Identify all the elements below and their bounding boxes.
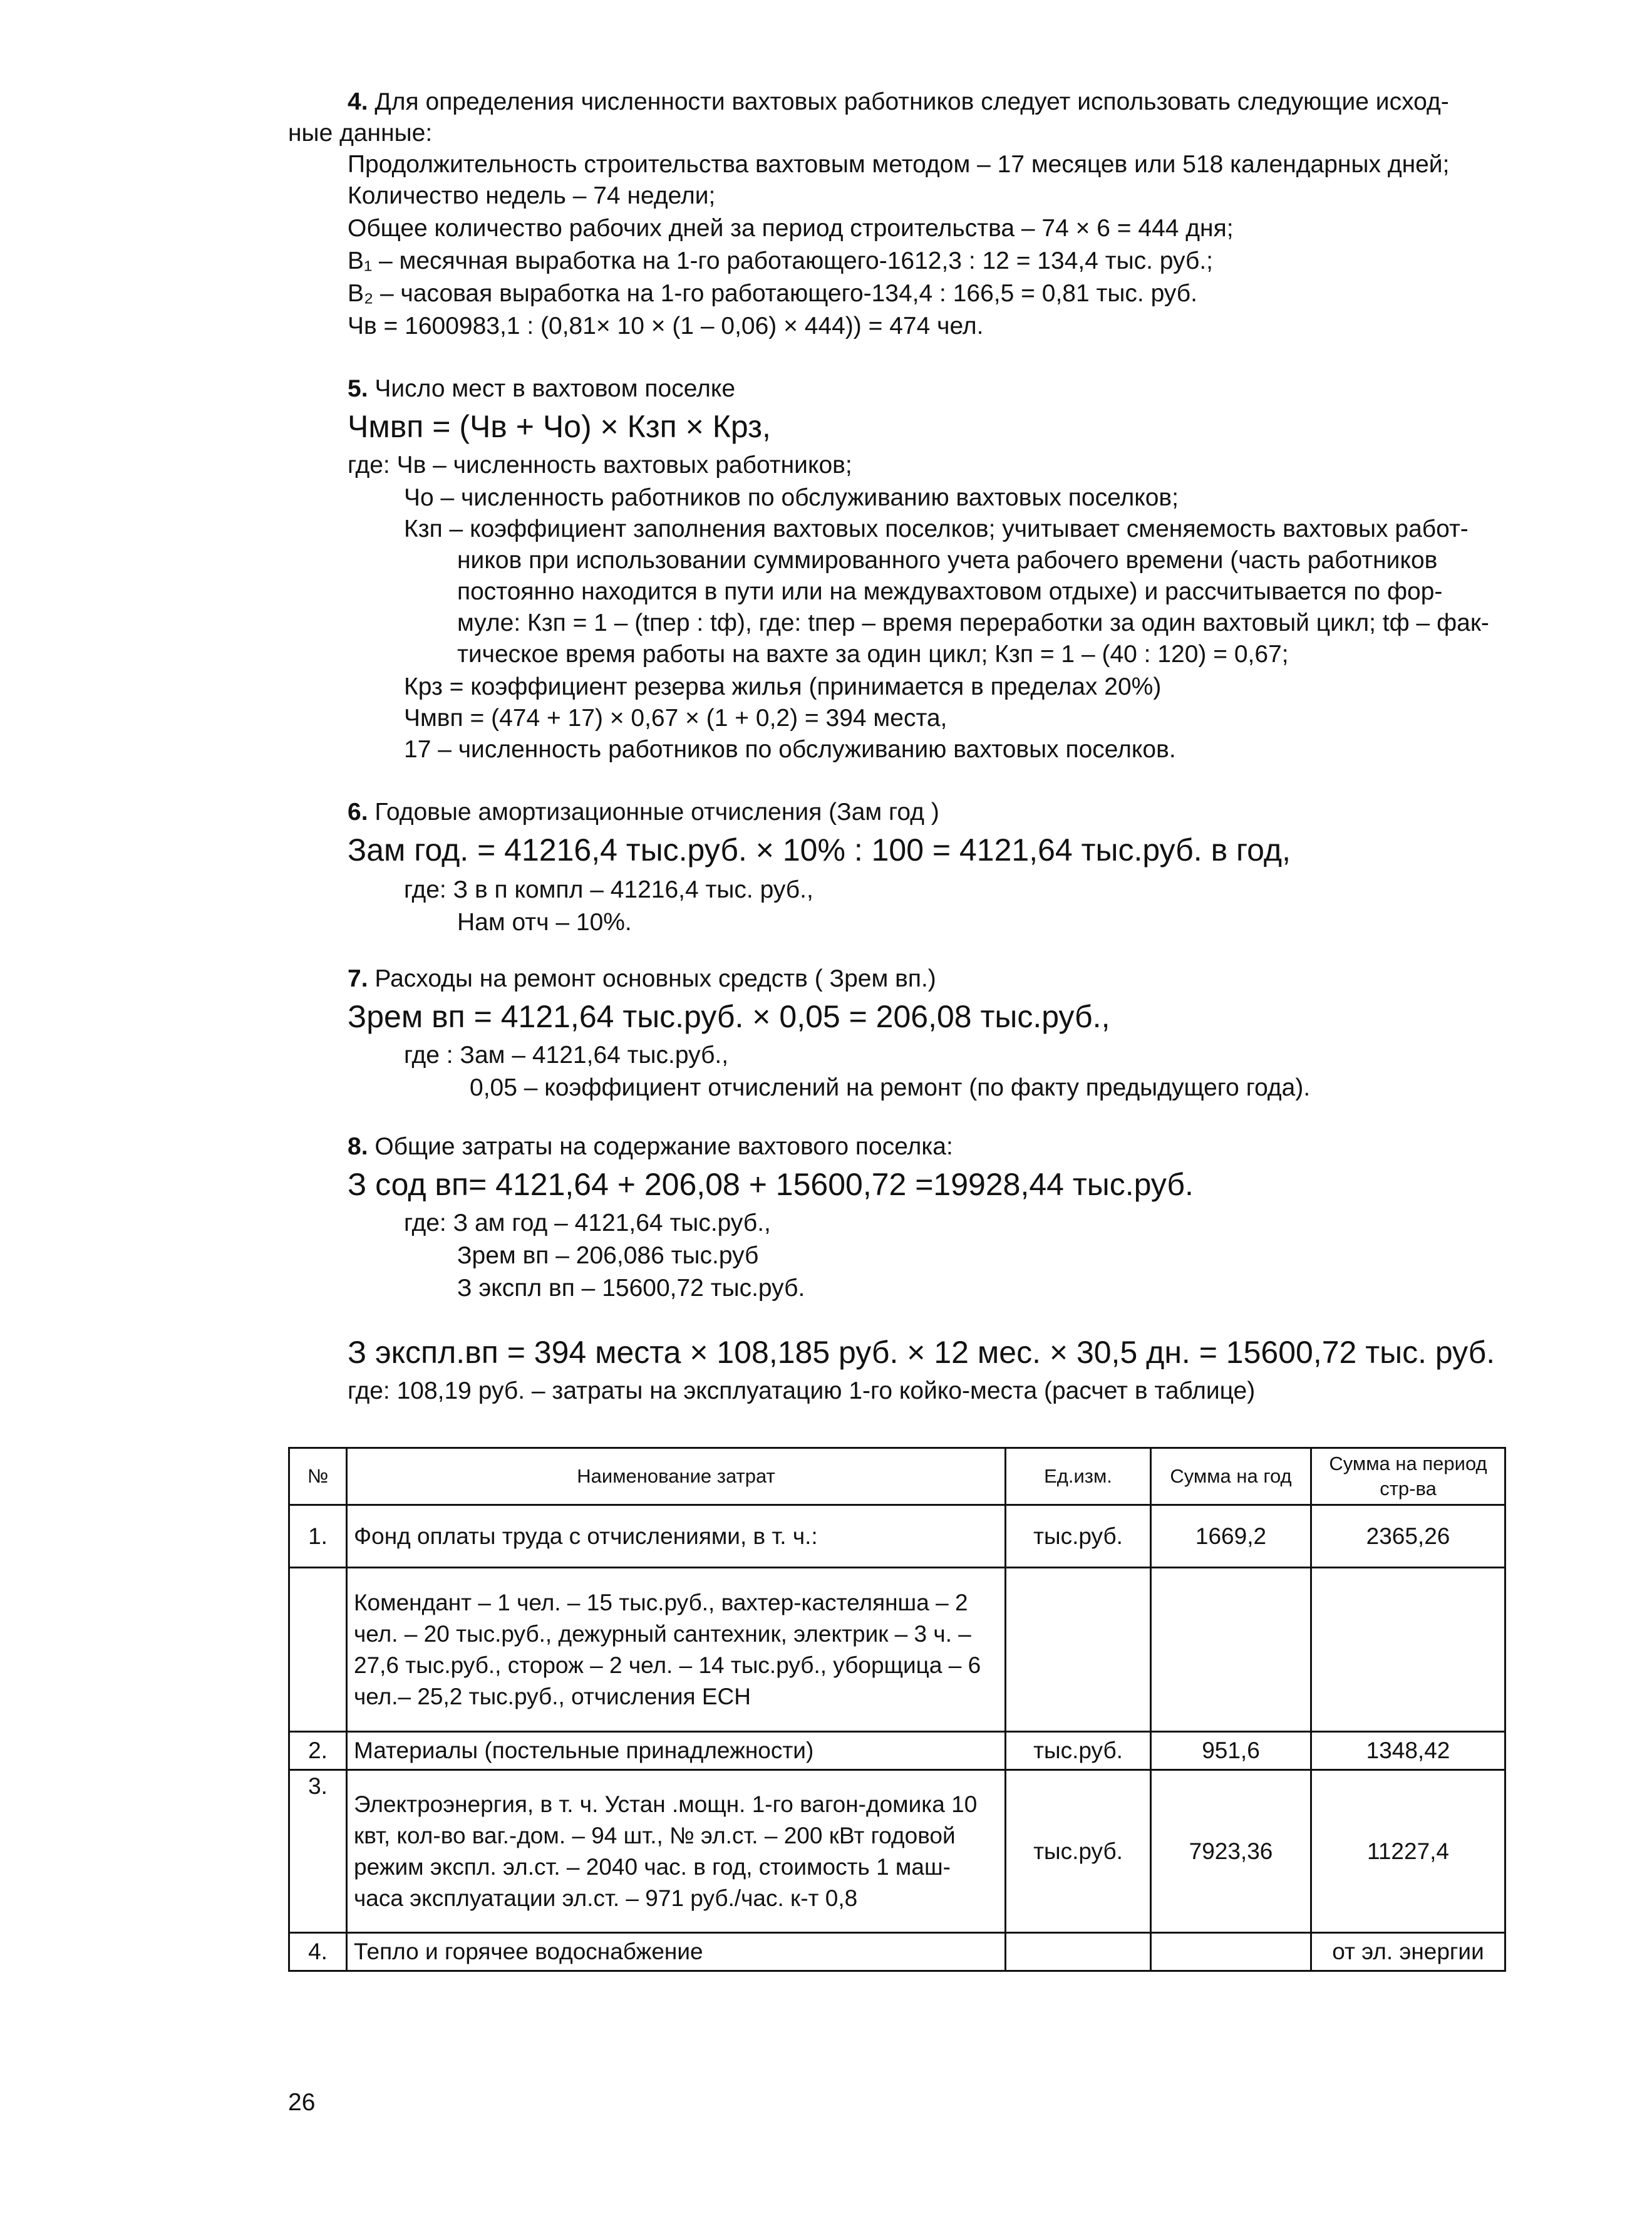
column-header: Наименование затрат — [347, 1448, 1006, 1505]
row-number: 4. — [289, 1933, 347, 1971]
row-number: 2. — [289, 1732, 347, 1770]
formula: Чмвп = (Чв + Чо) × Кзп × Крз, — [348, 409, 771, 444]
unit: тыс.руб. — [1006, 1505, 1151, 1568]
section-number: 4. — [348, 88, 368, 115]
column-header: Сумма на период стр-ва — [1311, 1448, 1505, 1505]
section-7-heading — [348, 963, 936, 995]
section-4-heading-cont: ные данные: — [288, 120, 433, 147]
unit: тыс.руб. — [1006, 1732, 1151, 1770]
sum-per-year: 1669,2 — [1151, 1505, 1311, 1568]
formula: З сод вп= 4121,64 + 206,08 + 15600,72 =19928,44 тыс.руб. — [348, 1167, 1194, 1202]
sum-per-period — [1311, 1568, 1505, 1732]
cost-name: Электроэнергия, в т. ч. Устан .мощн. 1-го вагон-домика 10 квт, кол-во ваг.-дом. – 94 шт., № эл.ст. – 200 кВт годовой режим экспл. эл.ст. – 2040 час. в год, стоимость 1 маш-часа эксплуатации эл.ст. – 971 руб./час. к-т 0,8 — [347, 1770, 1006, 1933]
section-title: Для определения численности вахтовых работников следует использовать следующие исход- — [374, 88, 1449, 115]
text-line: Чв = 1600983,1 : (0,81× 10 × (1 – 0,06) × 444)) = 474 чел. — [348, 313, 984, 339]
row-number: 1. — [289, 1505, 347, 1568]
row-number — [289, 1568, 347, 1732]
section-title: Расходы на ремонт основных средств ( Зрем вп.) — [374, 965, 936, 992]
sum-per-year: 7923,36 — [1151, 1770, 1311, 1933]
table-row — [289, 1505, 1505, 1568]
cost-name: Комендант – 1 чел. – 15 тыс.руб., вахтер-кастелянша – 2 чел. – 20 тыс.руб., дежурный сантехник, электрик – 3 ч. – 27,6 тыс.руб., сторож – 2 чел. – 14 тыс.руб., уборщица – 6 чел.– 25,2 тыс.руб., отчисления ЕСН — [347, 1568, 1006, 1732]
section-5-heading — [348, 373, 735, 405]
text-line: Кзп – коэффициент заполнения вахтовых поселков; учитывает сменяемость вахтовых работ- — [404, 516, 1469, 542]
section-6-heading — [348, 797, 939, 828]
text-line: Чмвп = (474 + 17) × 0,67 × (1 + 0,2) = 394 места, — [404, 705, 947, 732]
text-line: Крз = коэффициент резерва жилья (принимается в пределах 20%) — [404, 673, 1162, 700]
section-title: Годовые амортизационные отчисления (Зам год ) — [374, 799, 939, 826]
text-line: Количество недель – 74 недели; — [348, 182, 716, 209]
text-line: В₂ – часовая выработка на 1-го работающего-134,4 : 166,5 = 0,81 тыс. руб. — [348, 280, 1197, 307]
column-header: Ед.изм. — [1006, 1448, 1151, 1505]
formula: Зам год. = 41216,4 тыс.руб. × 10% : 100 = 4121,64 тыс.руб. в год, — [348, 832, 1291, 868]
text-line: ников при использовании суммированного учета рабочего времени (часть работников — [457, 547, 1438, 574]
text-line: З экспл вп – 15600,72 тыс.руб. — [457, 1275, 805, 1302]
text-line: где: 108,19 руб. – затраты на эксплуатацию 1-го койко-места (расчет в таблице) — [348, 1377, 1256, 1404]
section-8-heading — [348, 1131, 953, 1163]
text-line: В₁ – месячная выработка на 1-го работающего-1612,3 : 12 = 134,4 тыс. руб.; — [348, 247, 1214, 274]
text-line: 0,05 – коэффициент отчислений на ремонт (по факту предыдущего года). — [470, 1074, 1311, 1101]
sum-per-period: от эл. энергии — [1311, 1933, 1505, 1971]
unit — [1006, 1568, 1151, 1732]
unit — [1006, 1933, 1151, 1971]
table-row — [289, 1933, 1505, 1971]
unit: тыс.руб. — [1006, 1770, 1151, 1933]
text-line: 17 – численность работников по обслуживанию вахтовых поселков. — [404, 736, 1176, 763]
text-line: постоянно находится в пути или на междувахтовом отдыхе) и рассчитывается по фор- — [457, 578, 1443, 605]
cost-name: Тепло и горячее водоснабжение — [347, 1933, 1006, 1971]
table-row — [289, 1568, 1505, 1732]
section-4-heading — [348, 86, 1449, 118]
sum-per-year — [1151, 1933, 1311, 1971]
text-line: где : Зам – 4121,64 тыс.руб., — [404, 1042, 729, 1069]
table-row — [289, 1732, 1505, 1770]
text-line: где: З в п компл – 41216,4 тыс. руб., — [404, 876, 813, 903]
column-header: Сумма на год — [1151, 1448, 1311, 1505]
formula: Зрем вп = 4121,64 тыс.руб. × 0,05 = 206,08 тыс.руб., — [348, 999, 1110, 1034]
text-line: муле: Кзп = 1 – (tпер : tф), где: tпер – время переработки за один вахтовый цикл; tф – фак- — [457, 609, 1489, 636]
text-line: где: Чв – численность вахтовых работников; — [348, 452, 852, 479]
formula: З экспл.вп = 394 места × 108,185 руб. × 12 мес. × 30,5 дн. = 15600,72 тыс. руб. — [348, 1335, 1495, 1370]
text-line: где: З ам год – 4121,64 тыс.руб., — [404, 1210, 771, 1236]
text-line: Общее количество рабочих дней за период строительства – 74 × 6 = 444 дня; — [348, 215, 1234, 242]
sum-per-year — [1151, 1568, 1311, 1732]
text-line: Зрем вп – 206,086 тыс.руб — [457, 1242, 759, 1269]
sum-per-year: 951,6 — [1151, 1732, 1311, 1770]
table-header-row — [289, 1448, 1505, 1505]
section-title: Число мест в вахтовом поселке — [374, 375, 736, 402]
sum-per-period: 2365,26 — [1311, 1505, 1505, 1568]
column-header: № — [289, 1448, 347, 1505]
cost-table — [288, 1447, 1506, 1972]
section-number: 6. — [348, 799, 368, 826]
cost-name: Материалы (постельные принадлежности) — [347, 1732, 1006, 1770]
table-row — [289, 1770, 1505, 1933]
sum-per-period: 11227,4 — [1311, 1770, 1505, 1933]
text-line: Продолжительность строительства вахтовым методом – 17 месяцев или 518 календарных дней; — [348, 151, 1450, 178]
cost-name: Фонд оплаты труда с отчислениями, в т. ч.: — [347, 1505, 1006, 1568]
page-number: 26 — [288, 2089, 316, 2116]
sum-per-period: 1348,42 — [1311, 1732, 1505, 1770]
section-number: 7. — [348, 965, 368, 992]
section-number: 8. — [348, 1133, 368, 1160]
text-line: тическое время работы на вахте за один цикл; Кзп = 1 – (40 : 120) = 0,67; — [457, 641, 1289, 668]
text-line: Чо – численность работников по обслуживанию вахтовых поселков; — [404, 484, 1179, 511]
section-title: Общие затраты на содержание вахтового поселка: — [374, 1133, 953, 1160]
row-number: 3. — [289, 1770, 347, 1933]
text-line: Нам отч – 10%. — [457, 909, 632, 936]
section-number: 5. — [348, 375, 368, 402]
